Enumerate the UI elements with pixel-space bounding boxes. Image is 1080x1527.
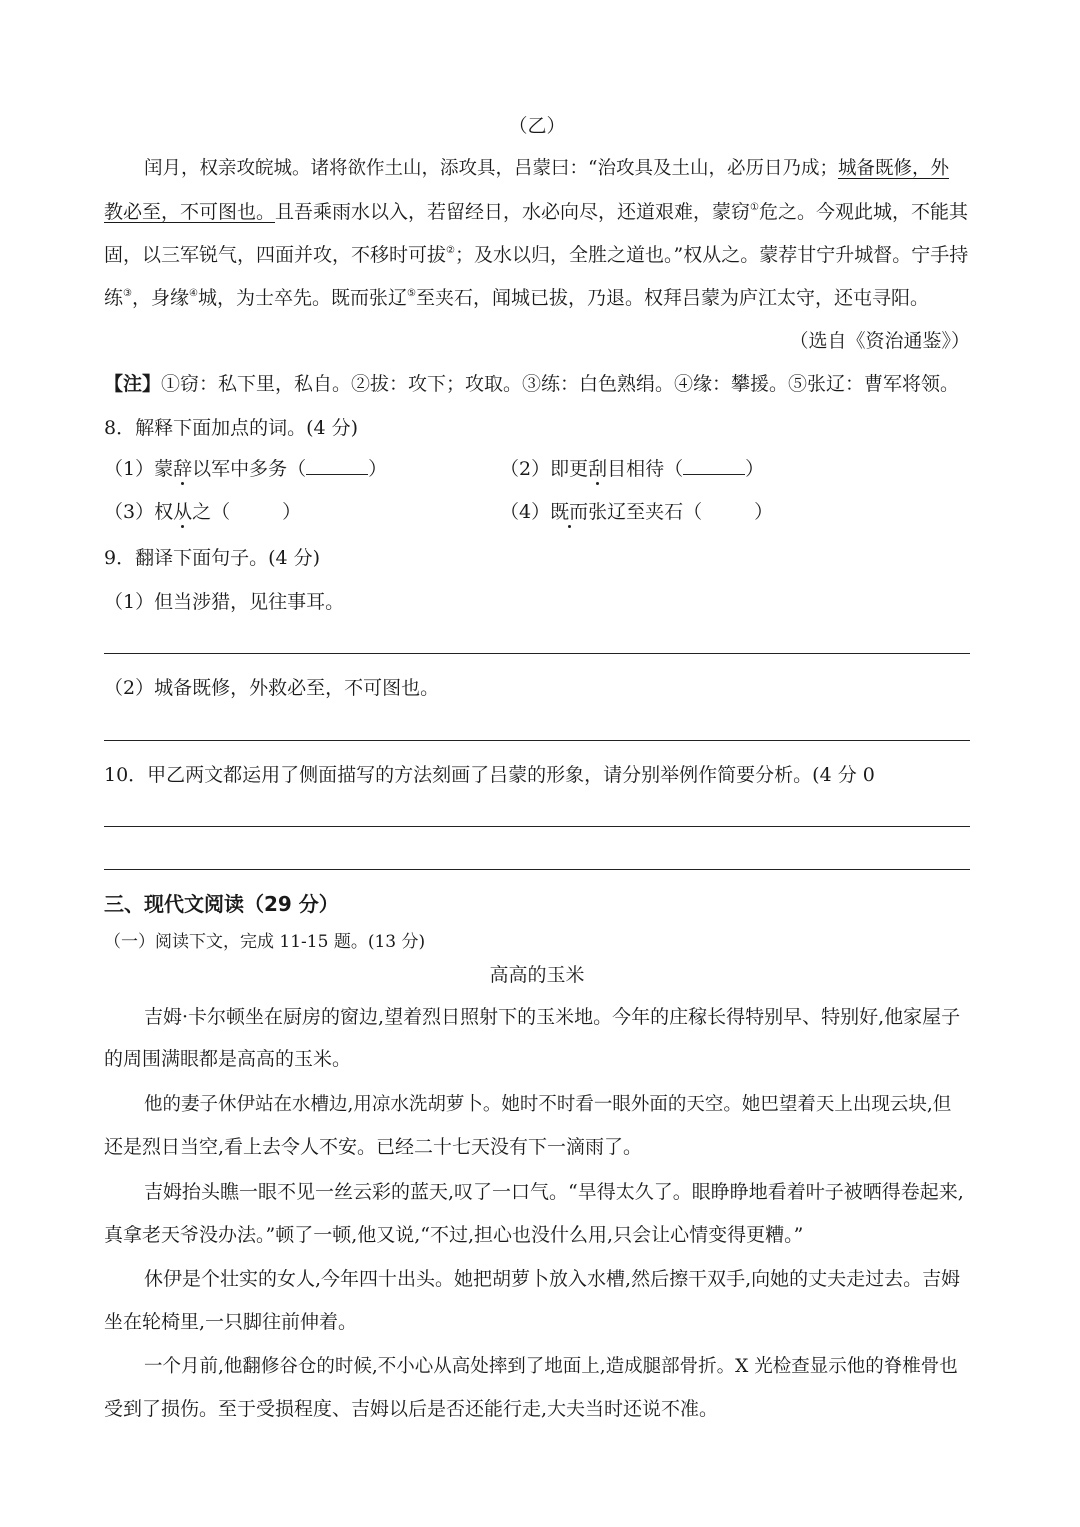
answer-line[interactable] [104, 826, 970, 827]
text-span: 以军中多务（ [192, 458, 307, 480]
text-span: ，身缘 [131, 287, 189, 309]
footnote-marker: ③ [123, 288, 132, 299]
text-span: （4） [500, 501, 551, 523]
text-span: 固，以三军锐气，四面并攻，不移时可拔 [104, 244, 447, 266]
answer-line[interactable] [104, 740, 970, 741]
text-span: 闰月，权亲攻皖城。诸将欲作土山，添攻具，吕蒙曰：“治攻具及土山，必历日乃成； [144, 158, 838, 179]
passage-source: （选自《资治通鉴》） [789, 330, 970, 352]
passage-yi-line-1 [104, 156, 970, 182]
article-line: 吉姆·卡尔顿坐在厨房的窗边,望着烈日照射下的玉米地。今年的庄稼长得特别早、特别好,他家屋子 [144, 1006, 961, 1028]
article-line: 坐在轮椅里,一只脚往前伸着。 [104, 1311, 358, 1333]
text-span: （3）权 [104, 501, 174, 523]
text-span: 练 [104, 287, 124, 309]
text-span: ） [745, 458, 765, 480]
answer-blank[interactable] [306, 456, 368, 475]
section-3-subtitle: （一）阅读下文，完成 11-15 题。(13 分) [104, 932, 426, 952]
article-line: 还是烈日当空,看上去令人不安。已经二十七天没有下一滴雨了。 [104, 1136, 643, 1158]
passage-yi-line-2 [104, 199, 970, 225]
passage-yi-line-3 [104, 242, 970, 268]
text-span: 危之。今观此城，不能其 [759, 201, 969, 223]
footnote-marker: ② [446, 245, 455, 256]
passage-yi-heading: （乙） [508, 115, 566, 137]
dotted-word: 刮 [588, 458, 608, 480]
article-line: 休伊是个壮实的女人,今年四十出头。她把胡萝卜放入水槽,然后擦干双手,向她的丈夫走过去。吉姆 [144, 1268, 961, 1290]
question-8-item-2 [500, 456, 970, 482]
passage-yi-line-4 [104, 285, 970, 311]
dotted-word: 从 [173, 501, 193, 523]
text-span: 目相待（ [607, 458, 684, 480]
answer-line[interactable] [104, 653, 970, 654]
question-10-stem: 10．甲乙两文都运用了侧面描写的方法刻画了吕蒙的形象，请分别举例作简要分析。(4 分 0 [104, 764, 875, 786]
footnote-marker: ④ [189, 288, 198, 299]
underlined-sentence: 教必至，不可图也。 [104, 201, 276, 223]
note-tag: 【注】 [104, 373, 162, 395]
text-span: 张辽至夹石（ [588, 501, 703, 523]
text-span: （2）即更 [500, 458, 589, 480]
text-span: 之（ [192, 501, 231, 523]
question-9-sentence-1: （1）但当涉猎，见往事耳。 [104, 591, 345, 613]
annotation-notes [104, 371, 970, 397]
text-span: ；及水以归，全胜之道也。”权从之。蒙荐甘宁升城督。宁手持 [454, 244, 969, 266]
footnote-marker: ① [750, 202, 759, 213]
article-line: 他的妻子休伊站在水槽边,用凉水洗胡萝卜。她时不时看一眼外面的天空。她巴望着天上出现云块,但 [144, 1094, 952, 1115]
article-line: 吉姆抬头瞧一眼不见一丝云彩的蓝天,叹了一口气。“旱得太久了。眼睁睁地看着叶子被晒得卷起来, [144, 1181, 964, 1203]
article-line: 受到了损伤。至于受损程度、吉姆以后是否还能行走,大夫当时还说不准。 [104, 1398, 719, 1420]
section-3-title: 三、现代文阅读（29 分） [104, 892, 339, 916]
answer-line[interactable] [104, 869, 970, 870]
question-8-stem: 8．解释下面加点的词。(4 分) [104, 417, 359, 439]
underlined-sentence: 城备既修，外 [837, 158, 949, 179]
article-line: 一个月前,他翻修谷仓的时候,不小心从高处摔到了地面上,造成腿部骨折。X 光检查显示他的脊椎骨也 [144, 1356, 958, 1377]
article-line: 的周围满眼都是高高的玉米。 [104, 1048, 352, 1070]
dotted-word: 既而 [550, 501, 589, 523]
text-span: ） [754, 501, 774, 523]
question-8-item-4 [500, 499, 970, 525]
question-9-stem: 9．翻译下面句子。(4 分) [104, 547, 321, 569]
text-span: 且吾乘雨水以入，若留经日，水必向尽，还道艰难，蒙窃 [275, 201, 751, 223]
note-body: ①窃：私下里，私自。②拔：攻下；攻取。③练：白色熟绢。④缘：攀援。⑤张辽：曹军将领。 [161, 373, 960, 395]
text-span: ） [368, 458, 388, 480]
text-span: 城，为士卒先。既而张辽 [197, 287, 407, 309]
article-line: 真拿老天爷没办法。”顿了一顿,他又说,“不过,担心也没什么用,只会让心情变得更糟。” [104, 1224, 804, 1246]
dotted-word: 辞 [173, 458, 193, 480]
text-span: （1）蒙 [104, 458, 174, 480]
article-title: 高高的玉米 [489, 964, 585, 986]
text-span: 至夹石，闻城已拔，乃退。权拜吕蒙为庐江太守，还屯寻阳。 [415, 287, 929, 309]
question-9-sentence-2: （2）城备既修，外救必至，不可图也。 [104, 677, 440, 699]
text-span: ） [282, 501, 302, 523]
answer-blank[interactable] [683, 456, 745, 475]
footnote-marker: ⑤ [406, 288, 416, 299]
